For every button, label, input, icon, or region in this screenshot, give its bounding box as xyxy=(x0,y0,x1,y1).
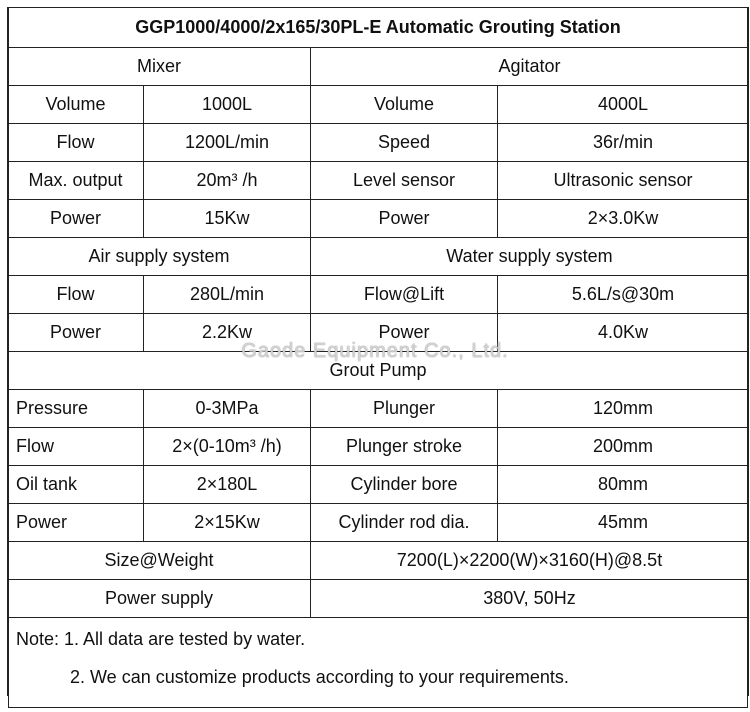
spec-value: 280L/min xyxy=(144,276,311,314)
spec-label: Max. output xyxy=(8,162,144,200)
table-title: GGP1000/4000/2x165/30PL-E Automatic Grouting Station xyxy=(8,8,749,48)
spec-value: 2×(0-10m³ /h) xyxy=(144,428,311,466)
section-row xyxy=(8,48,749,86)
spec-value: 2×3.0Kw xyxy=(498,200,749,238)
section-air-supply: Air supply system xyxy=(8,238,311,276)
table-row xyxy=(8,390,749,428)
spec-value: 15Kw xyxy=(144,200,311,238)
spec-label: Plunger stroke xyxy=(311,428,498,466)
spec-label: Power xyxy=(8,504,144,542)
spec-label: Power xyxy=(311,200,498,238)
spec-label: Volume xyxy=(8,86,144,124)
spec-table xyxy=(7,7,749,696)
spec-value: 80mm xyxy=(498,466,749,504)
section-row xyxy=(8,238,749,276)
spec-label: Power xyxy=(8,200,144,238)
section-agitator: Agitator xyxy=(311,48,749,86)
table-row xyxy=(8,428,749,466)
watermark: Gaode Equipment Co., Ltd. xyxy=(241,340,509,362)
notes-cell xyxy=(8,618,749,697)
spec-value: 200mm xyxy=(498,428,749,466)
section-water-supply: Water supply system xyxy=(311,238,749,276)
power-supply-value: 380V, 50Hz xyxy=(311,580,749,618)
spec-label: Flow xyxy=(8,276,144,314)
spec-value: 4000L xyxy=(498,86,749,124)
spec-value: 2×180L xyxy=(144,466,311,504)
table-row xyxy=(8,580,749,618)
spec-label: Speed xyxy=(311,124,498,162)
table-row xyxy=(8,162,749,200)
spec-value: 20m³ /h xyxy=(144,162,311,200)
note-line-1: Note: 1. All data are tested by water. xyxy=(16,629,306,649)
spec-label: Pressure xyxy=(8,390,144,428)
table-row xyxy=(8,504,749,542)
spec-label: Level sensor xyxy=(311,162,498,200)
spec-label: Power xyxy=(8,314,144,352)
spec-value: 45mm xyxy=(498,504,749,542)
section-row xyxy=(8,352,749,390)
spec-label: Flow@Lift xyxy=(311,276,498,314)
spec-value: 120mm xyxy=(498,390,749,428)
spec-label: Flow xyxy=(8,428,144,466)
size-weight-value: 7200(L)×2200(W)×3160(H)@8.5t xyxy=(311,542,749,580)
spec-label: Power xyxy=(311,314,498,352)
spec-value: 4.0Kw xyxy=(498,314,749,352)
spec-value: 2.2Kw xyxy=(144,314,311,352)
table-row xyxy=(8,276,749,314)
table-row xyxy=(8,542,749,580)
spec-value: 36r/min xyxy=(498,124,749,162)
table-row xyxy=(8,314,749,352)
spec-value: 1200L/min xyxy=(144,124,311,162)
table-row xyxy=(8,124,749,162)
table-row xyxy=(8,86,749,124)
spec-label: Plunger xyxy=(311,390,498,428)
size-weight-label: Size@Weight xyxy=(8,542,311,580)
title-row xyxy=(8,8,749,48)
spec-value: 0-3MPa xyxy=(144,390,311,428)
note-line-2: 2. We can customize products according to your requirements. xyxy=(70,667,569,687)
notes-row xyxy=(8,618,749,697)
spec-value: 5.6L/s@30m xyxy=(498,276,749,314)
section-mixer: Mixer xyxy=(8,48,311,86)
spec-label: Oil tank xyxy=(8,466,144,504)
table-row xyxy=(8,200,749,238)
spec-value: 2×15Kw xyxy=(144,504,311,542)
spec-value: Ultrasonic sensor xyxy=(498,162,749,200)
spec-label: Cylinder bore xyxy=(311,466,498,504)
spec-label: Cylinder rod dia. xyxy=(311,504,498,542)
table-row xyxy=(8,466,749,504)
spec-label: Flow xyxy=(8,124,144,162)
spec-value: 1000L xyxy=(144,86,311,124)
section-grout-pump: Grout Pump xyxy=(8,352,749,390)
spec-label: Volume xyxy=(311,86,498,124)
power-supply-label: Power supply xyxy=(8,580,311,618)
